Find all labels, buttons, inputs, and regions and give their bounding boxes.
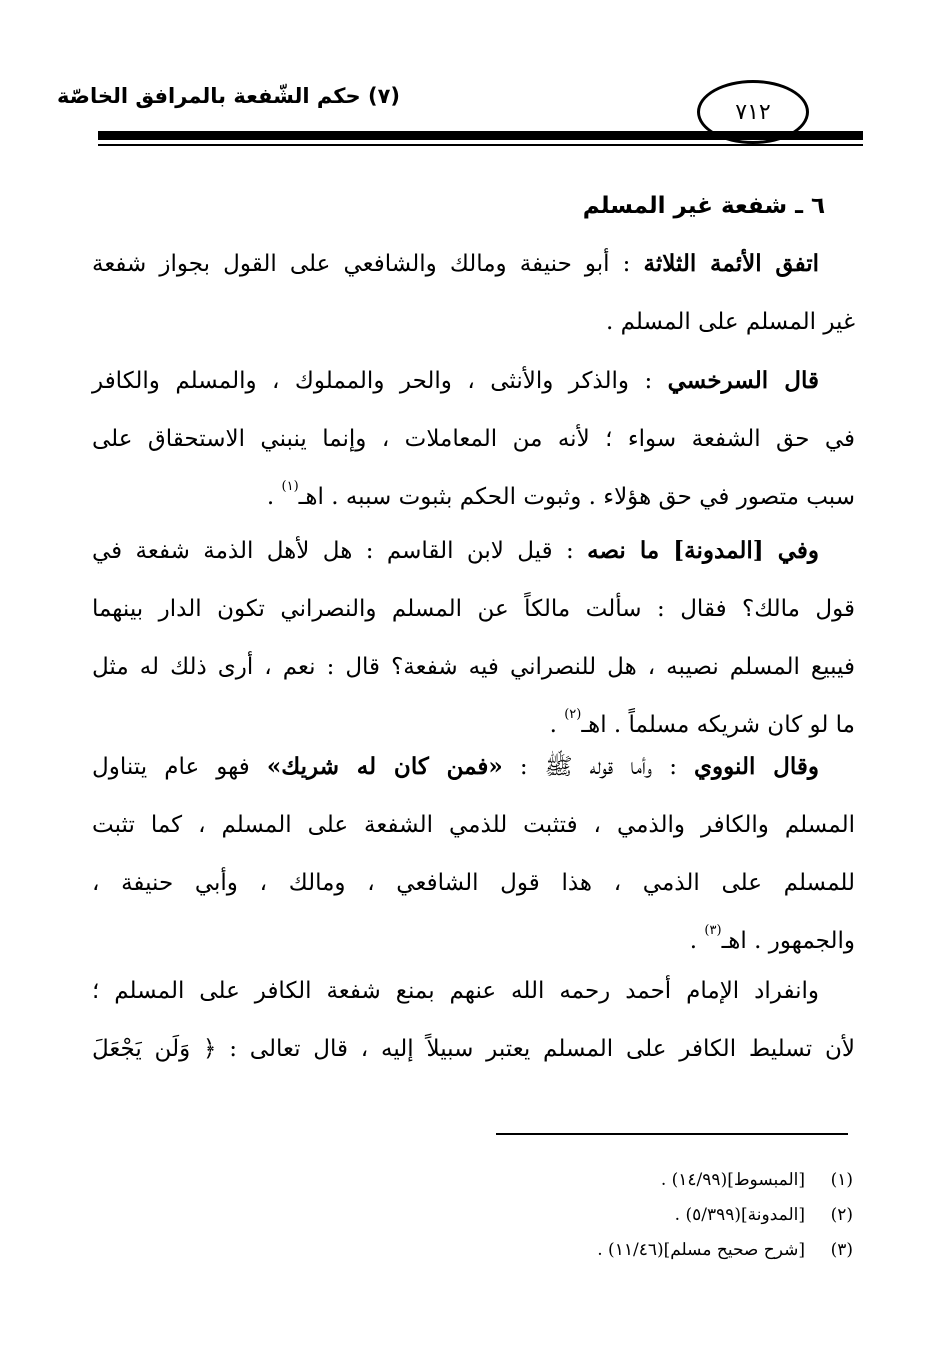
text-span: ما لو كان شريكه مسلماً . اهـ	[581, 712, 855, 738]
hadith-quote: «فمن كان له شريك»	[266, 753, 503, 780]
footnote-marker: (١)	[281, 479, 299, 494]
paragraph-4	[92, 738, 855, 970]
text-line	[92, 962, 855, 1020]
paragraph-5	[92, 962, 855, 1078]
text-line	[92, 796, 855, 854]
text-span: والجمهور . اهـ	[721, 928, 855, 954]
footnote-separator	[496, 1133, 848, 1135]
text-span: المسلم والكافر والذمي ، فتثبت للذمي الشفعة على المسلم ، كما تثبت	[92, 812, 855, 838]
footnote-marker: (٣)	[704, 923, 722, 938]
text-line	[92, 293, 855, 351]
footnote-text: [شرح صحيح مسلم](١١/٤٦) .	[597, 1240, 805, 1260]
footnote-marker: (٢)	[564, 707, 582, 722]
text-span: : وأما قوله ﷺ :	[502, 754, 695, 780]
text-line	[92, 522, 855, 580]
text-line	[92, 352, 855, 410]
text-line	[92, 638, 855, 696]
text-span: فيبيع المسلم نصيبه ، هل للنصراني فيه شفعة؟ قال : نعم ، أرى ذلك له مثل	[92, 654, 855, 680]
footnote	[597, 1233, 853, 1267]
text-line	[92, 738, 855, 796]
header-rule-thick	[98, 131, 863, 140]
text-line	[92, 410, 855, 468]
page-number-oval: ٧١٢	[697, 80, 809, 144]
text-line	[92, 235, 855, 293]
text-span: : والذكر والأنثى ، والحر والمملوك ، والمسلم والكافر	[92, 368, 668, 394]
text-span: وانفراد الإمام أحمد رحمه الله عنهم بمنع شفعة الكافر على المسلم ؛	[92, 978, 819, 1004]
text-line	[92, 580, 855, 638]
text-line	[92, 468, 855, 526]
lead-phrase: قال السرخسي	[667, 367, 820, 394]
text-span: قول مالك؟ فقال : سألت مالكاً عن المسلم والنصراني تكون الدار بينهما	[92, 596, 855, 622]
text-span: سبب متصور في حق هؤلاء . وثبوت الحكم بثبوت سببه . اهـ	[298, 484, 855, 510]
text-span: في حق الشفعة سواء ؛ لأنه من المعاملات ، وإنما ينبني الاستحقاق على	[92, 426, 855, 452]
text-span: : أبو حنيفة ومالك والشافعي على القول بجواز شفعة	[92, 251, 644, 277]
text-line	[92, 854, 855, 912]
text-span: .	[549, 712, 565, 738]
text-line	[92, 1020, 855, 1078]
lead-phrase: وفي [المدونة] ما نصه	[587, 537, 819, 564]
text-span: فهو عام يتناول	[92, 754, 267, 780]
paragraph-2	[92, 352, 855, 526]
text-span: غير المسلم على المسلم .	[606, 309, 855, 335]
text-span: : قيل لابن القاسم : هل لأهل الذمة شفعة في	[92, 538, 588, 564]
paragraph-1	[92, 235, 855, 351]
footnote-text: [المدونة](٥/٣٩٩) .	[674, 1205, 805, 1225]
text-span: للمسلم على الذمي ، هذا قول الشافعي ، ومالك ، وأبي حنيفة ،	[92, 870, 855, 896]
text-span: لأن تسليط الكافر على المسلم يعتبر سبيلاً إليه ، قال تعالى : ﴿ وَلَن يَجْعَلَ	[92, 1036, 855, 1062]
lead-phrase: وقال النووي	[694, 753, 819, 780]
paragraph-3	[92, 522, 855, 754]
footnote	[675, 1198, 853, 1232]
footnote	[661, 1163, 853, 1197]
footnote-number: (٢)	[830, 1205, 853, 1225]
footnote-number: (٣)	[830, 1240, 853, 1260]
header-rule-thin	[98, 144, 863, 146]
text-span: .	[689, 928, 705, 954]
section-heading: ٦ ـ شفعة غير المسلم	[582, 193, 825, 219]
footnote-number: (١)	[830, 1170, 853, 1190]
lead-phrase: اتفق الأئمة الثلاثة	[643, 250, 819, 277]
footnote-text: [المبسوط](١٤/٩٩) .	[660, 1170, 805, 1190]
running-title: (٧) حكم الشّفعة بالمرافق الخاصّة	[56, 84, 400, 108]
text-span: .	[266, 484, 282, 510]
